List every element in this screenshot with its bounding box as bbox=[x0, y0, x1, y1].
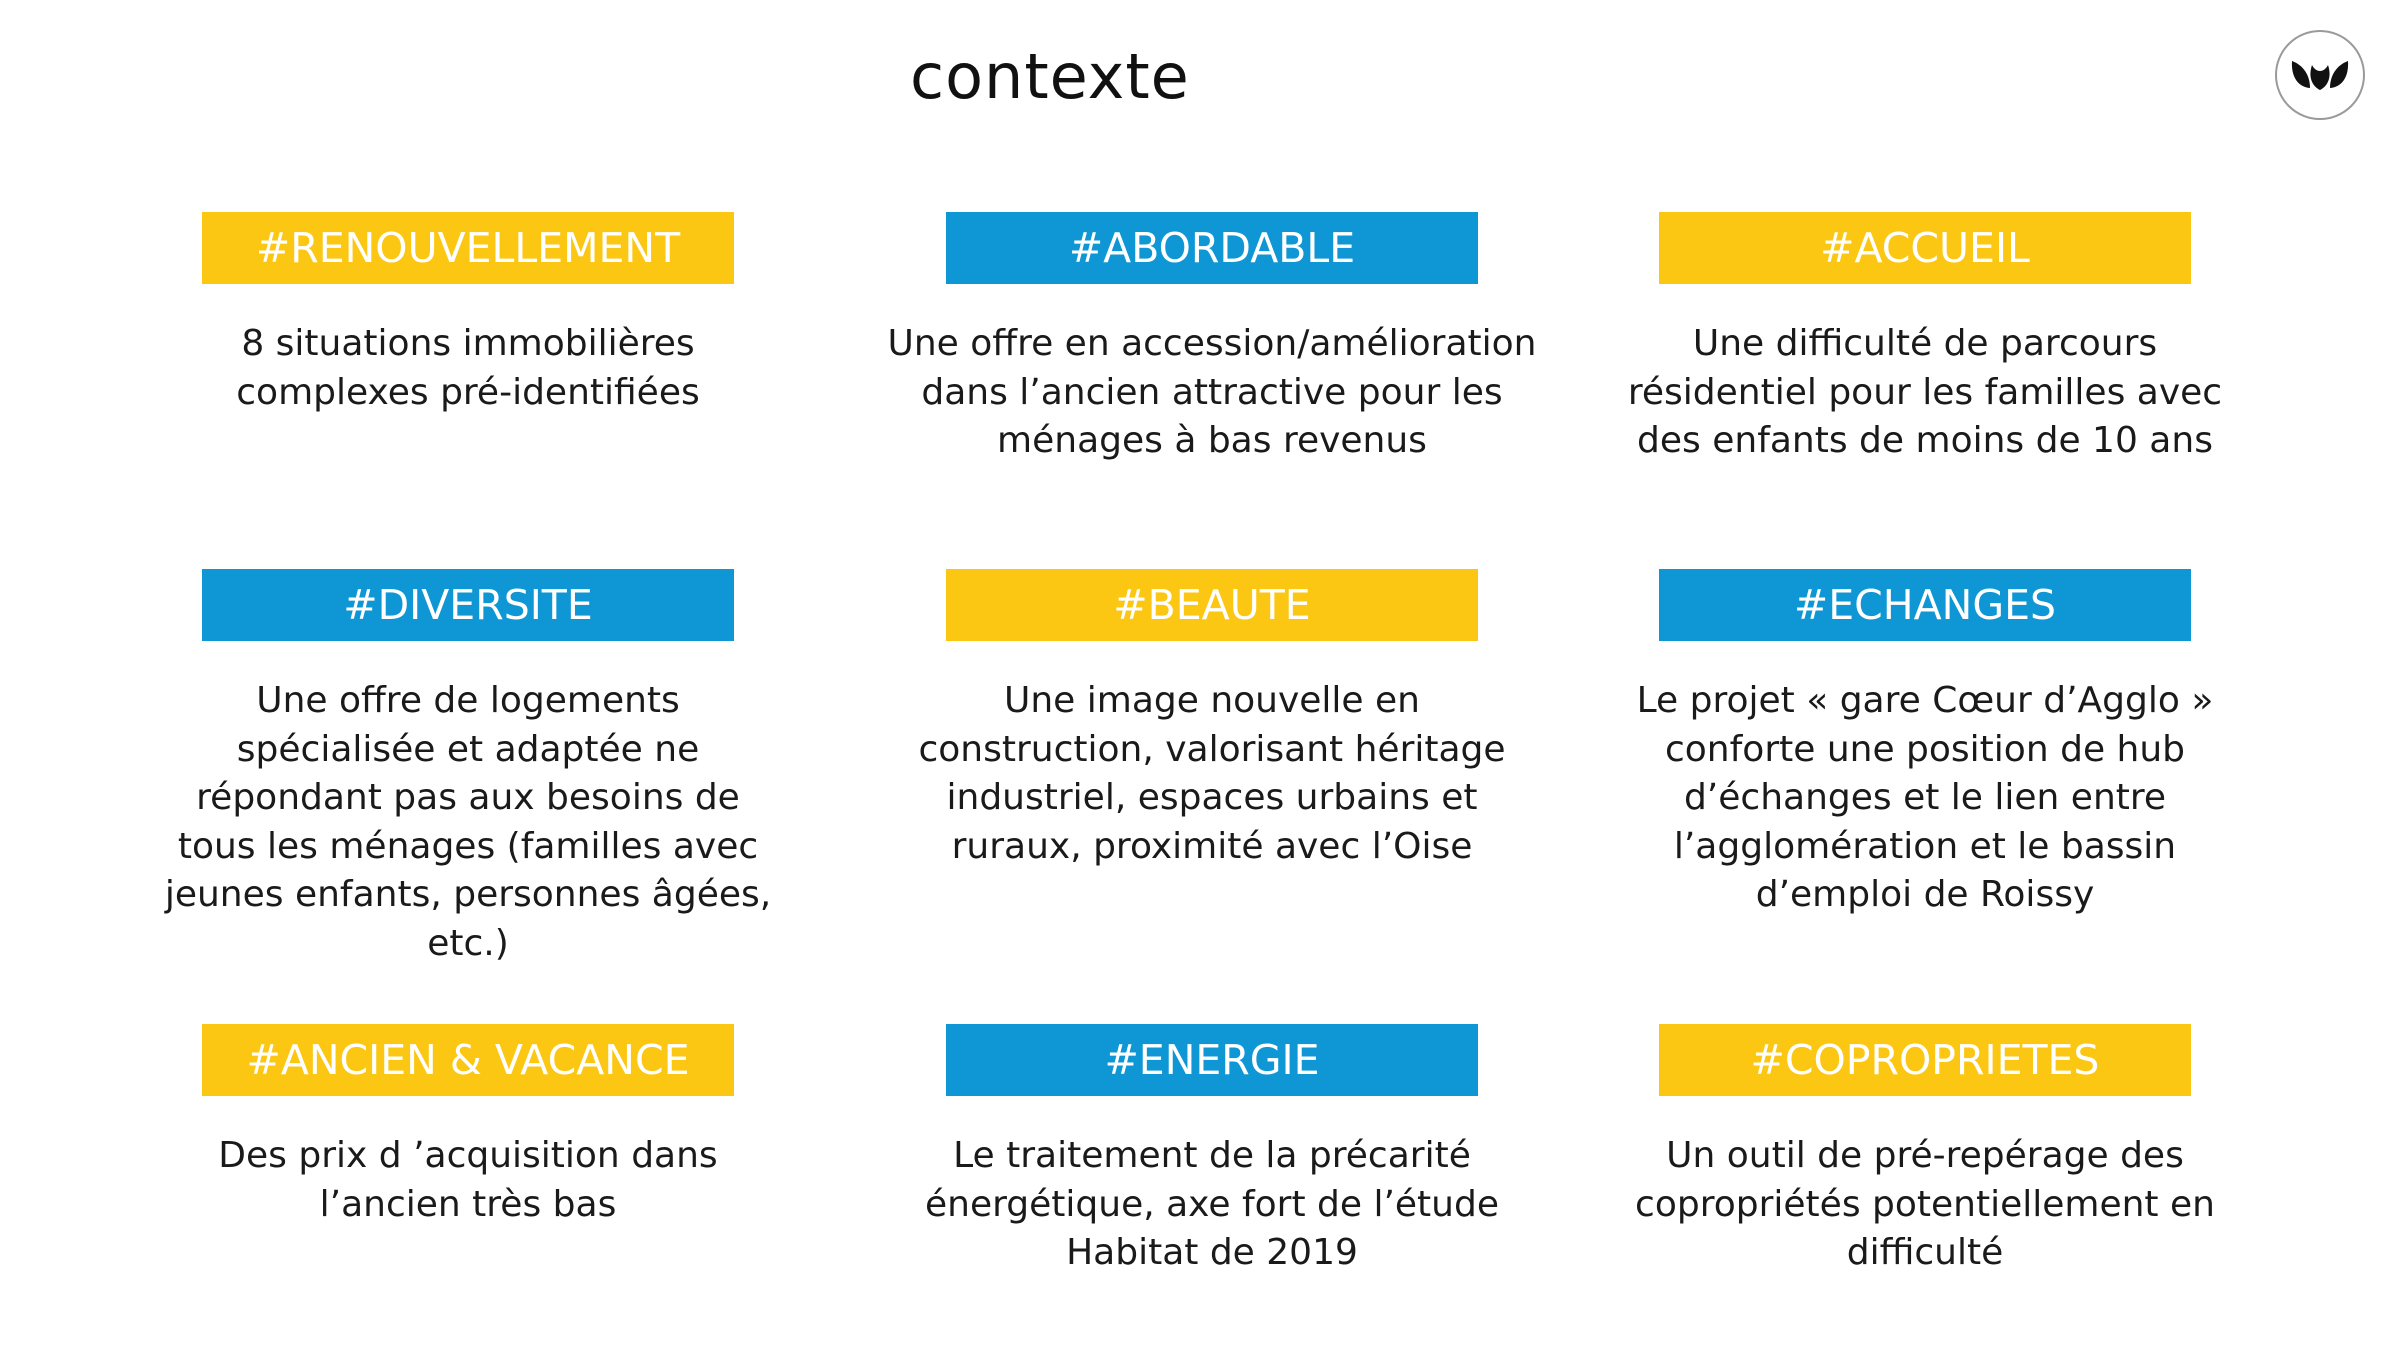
tag-diversite: #DIVERSITE bbox=[202, 569, 734, 641]
card-description: Des prix d ’acquisition dans l’ancien très bas bbox=[218, 1135, 718, 1225]
card-diversite bbox=[108, 569, 828, 968]
card-ancien-vacance bbox=[108, 1024, 828, 1229]
page-title: contexte bbox=[910, 40, 1190, 113]
tag-beaute: #BEAUTE bbox=[946, 569, 1478, 641]
tag-abordable: #ABORDABLE bbox=[946, 212, 1478, 284]
card-coproprietes bbox=[1565, 1024, 2285, 1278]
card-description: Un outil de pré-repérage des copropriétés potentiellement en difficulté bbox=[1635, 1135, 2215, 1273]
logo bbox=[2275, 30, 2365, 120]
card-energie bbox=[852, 1024, 1572, 1278]
tag-echanges: #ECHANGES bbox=[1659, 569, 2191, 641]
tag-energie: #ENERGIE bbox=[946, 1024, 1478, 1096]
tag-renouvellement: #RENOUVELLEMENT bbox=[202, 212, 734, 284]
card-renouvellement bbox=[108, 212, 828, 417]
tag-accueil: #ACCUEIL bbox=[1659, 212, 2191, 284]
card-description: Une offre en accession/amélioration dans l’ancien attractive pour les ménages à bas revenus bbox=[887, 323, 1537, 461]
card-description: Une offre de logements spécialisée et adaptée ne répondant pas aux besoins de tous les ménages (familles avec jeunes enfants, personnes âgées, etc.) bbox=[164, 680, 772, 964]
card-beaute bbox=[852, 569, 1572, 871]
tag-ancien-vacance: #ANCIEN & VACANCE bbox=[202, 1024, 734, 1096]
card-description: Le traitement de la précarité énergétique, axe fort de l’étude Habitat de 2019 bbox=[925, 1135, 1499, 1273]
card-accueil bbox=[1565, 212, 2285, 466]
card-description: Une difficulté de parcours résidentiel pour les familles avec des enfants de moins de 10 ans bbox=[1627, 323, 2223, 461]
card-description: Le projet « gare Cœur d’Agglo » conforte une position de hub d’échanges et le lien entre l’agglomération et le bassin d’emploi de Roissy bbox=[1636, 680, 2214, 915]
card-description: Une image nouvelle en construction, valorisant héritage industriel, espaces urbains et ruraux, proximité avec l’Oise bbox=[918, 680, 1506, 867]
card-abordable bbox=[852, 212, 1572, 466]
leaf-pair-logo-icon bbox=[2288, 55, 2352, 95]
tag-coproprietes: #COPROPRIETES bbox=[1659, 1024, 2191, 1096]
card-description: 8 situations immobilières complexes pré-identifiées bbox=[236, 323, 700, 413]
card-echanges bbox=[1565, 569, 2285, 920]
